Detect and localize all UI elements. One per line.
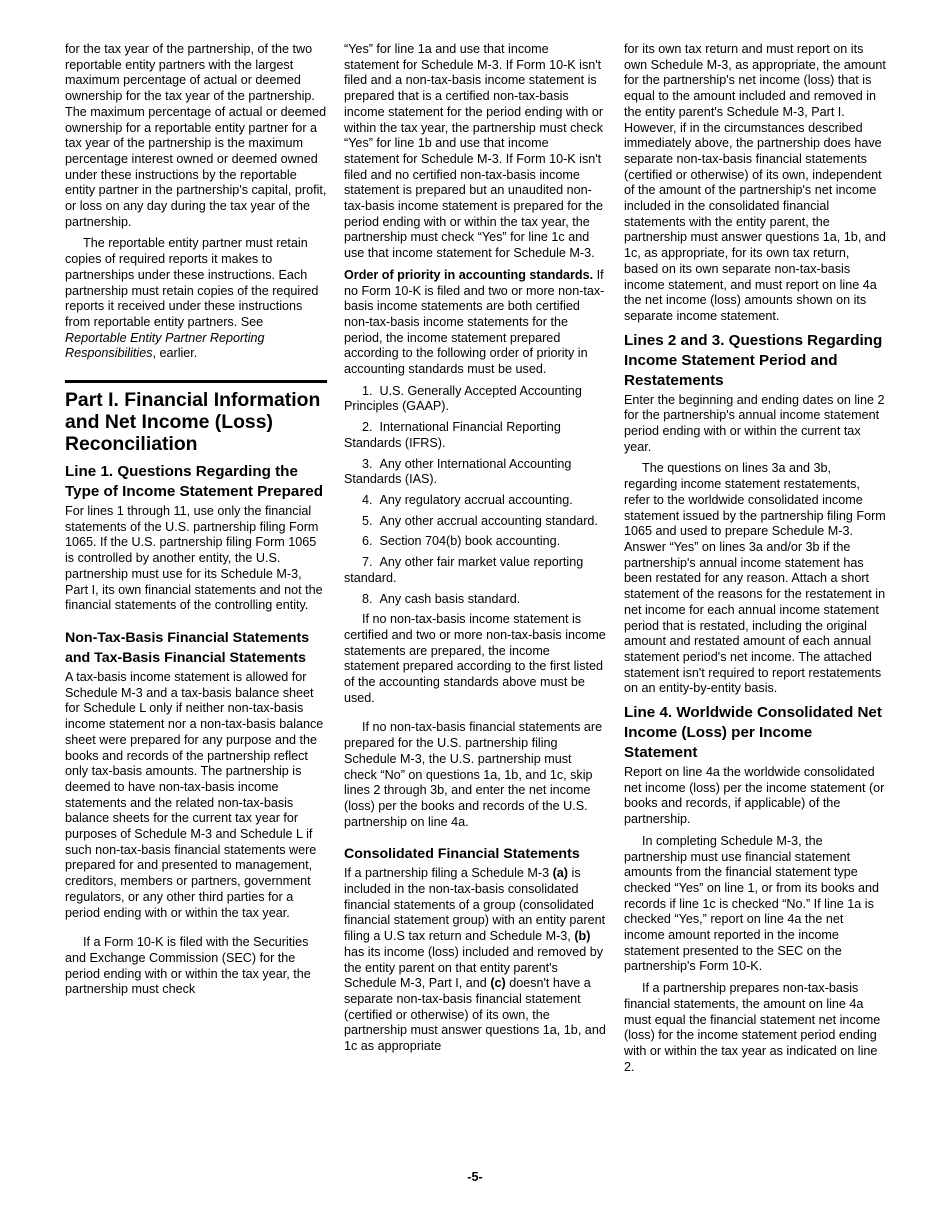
paragraph: For lines 1 through 11, use only the financial statements of the U.S. partnership filing Form 1065. If the U.S. partnership filing Form 1065 is controlled by another entity, the U.S. partnership must use for its Schedule M-3, Part I, its own financial statements and not the financial statements of the controlling entity. <box>65 504 323 613</box>
list-item: 5. Any other accrual accounting standard. <box>362 513 598 528</box>
list-item: 4. Any regulatory accrual accounting. <box>362 492 573 507</box>
list-item: 6. Section 704(b) book accounting. <box>362 534 561 549</box>
list-item: 7. Any other fair market value reporting standard. <box>344 555 584 585</box>
paragraph <box>344 866 606 1054</box>
column-right <box>624 42 886 1081</box>
paragraph <box>65 236 327 362</box>
list-item: 2. International Financial Reporting Standards (IFRS). <box>344 420 561 450</box>
paragraph: for the tax year of the partnership, of the two reportable entity partners with the largest maximum percentage of actual or deemed ownership for the tax year of the partnership. The maximum percentage of actual or deemed ownership for a reportable entity partner for a tax year of the partnership is the maximum percentage interest owned or deemed owned under these instructions by the reportable entity partner in the partnership's capital, profit, or loss on any day during the tax year of the partnership. <box>65 42 327 229</box>
paragraph: Enter the beginning and ending dates on line 2 for the partnership's annual income statement period ending with or within the current tax year. <box>624 392 885 454</box>
paragraph: Report on line 4a the worldwide consolidated net income (loss) per the income statement (or books and records, if applicable) of the partnership. <box>624 765 885 827</box>
list-item: 3. Any other International Accounting Standards (IAS). <box>344 456 572 487</box>
text-run: , earlier. <box>152 346 198 361</box>
paragraph: A tax-basis income statement is allowed for Schedule M-3 and a tax-basis balance sheet for Schedule L only if neither non-tax-basis income statement nor a non-tax-basis balance sheet were prepared for any purpose and the books and records of the partnership reflect only tax-basis amounts. The partnership is deemed to have non-tax-basis income statements and the related non-tax-basis balance sheets for the current tax year for purposes of Schedule M-3 and Schedule L if such non-tax-basis financial statements were prepared for and presented to management, creditors, members or partners, government regulators, or any other third parties for a period ending with or within the tax year. <box>65 669 324 920</box>
section-heading: Line 4. Worldwide Consolidated Net Income (Loss) per Income Statement <box>624 704 882 762</box>
text-run: The reportable entity partner must retain copies of required reports it makes to partnerships under these instructions. Each partnership must retain copies of the required reports it received under these instructions from reportable entity partners. See <box>65 236 319 329</box>
page-number: -5- <box>467 1170 483 1184</box>
cross-reference: Reportable Entity Partner Reporting Responsibilities <box>65 330 265 361</box>
text-run: is included in the non-tax-basis consolidated financial statements of a group (consolidated financial statement group) with an entity parent filing a U.S tax return and Schedule M-3, <box>344 866 606 944</box>
subsection-heading: Consolidated Financial Statements <box>344 846 580 863</box>
paragraph: If no non-tax-basis financial statements are prepared for the U.S. partnership filing Schedule M-3, the U.S. partnership must check “No” on questions 1a, 1b, and 1c, skip lines 2 through 3b, and enter the net income (loss) per the books and records of the U.S. partnership on line 4a. <box>344 720 603 829</box>
part-divider <box>65 380 327 383</box>
text-run: has its income (loss) included and removed by the entity parent on that entity parent's Schedule M-3, Part I, and <box>344 944 603 991</box>
list-item: 1. U.S. Generally Accepted Accounting Principles (GAAP). <box>344 383 582 414</box>
section-heading: Lines 2 and 3. Questions Regarding Income Statement Period and Restatements <box>624 331 883 389</box>
list-item: 8. Any cash basis standard. <box>362 591 521 606</box>
text-run: doesn't have a separate non-tax-basis financial statement (certified or otherwise) of its own, the partnership must answer questions 1a, 1b, and 1c as appropriate <box>344 976 606 1054</box>
list-marker: (b) <box>574 929 591 944</box>
list-marker: (c) <box>490 976 506 991</box>
paragraph: If a partnership prepares non-tax-basis financial statements, the amount on line 4a must equal the financial statement net income (loss) for the income statement period ending with or within the tax year as indicated on line 2. <box>624 981 881 1074</box>
paragraph: In completing Schedule M-3, the partnership must use financial statement amounts from the financial statement type checked “Yes” on line 1, or from its books and records if line 1c is checked “No.” If line 1a is checked “Yes,” report on line 4a the net income amount reported in the income statement presented to the SEC on the partnership's Form 10-K. <box>624 833 880 974</box>
section-heading: Line 1. Questions Regarding the Type of Income Statement Prepared <box>65 463 323 501</box>
paragraph: “Yes” for line 1a and use that income statement for Schedule M-3. If Form 10-K isn't filed and a non-tax-basis income statement is prepared that is a certified non-tax-basis income statement for the period ending with or within the tax year, the partnership must check “Yes” for line 1b and use that income statement for Schedule M-3. If Form 10-K isn't filed and no certified non-tax-basis income statement is prepared but an unaudited non-tax-basis income statement is prepared for the period ending with or within the tax year, the partnership must check “Yes” for line 1c and use that income statement for Schedule M-3. <box>344 42 604 261</box>
column-middle <box>344 42 606 1061</box>
paragraph: for its own tax return and must report on its own Schedule M-3, as appropriate, the amount for the partnership's net income (loss) that is equal to the amount included and removed in the entity parent's Schedule M-3, Part I. However, if in the circumstances described immediately above, the partnership does have separate non-tax-basis financial statements (certified or otherwise) of its own, independent of the amount of the partnership's net income included in the consolidated financial statements with the entity parent, the partnership must answer questions 1a, 1b, and 1c, as appropriate, for its own tax return, based on its own separate non-tax-basis income statement, and must report on line 4a the net income (loss) amounts shown on its separate income statement. <box>624 42 886 323</box>
paragraph: If no non-tax-basis income statement is certified and two or more non-tax-basis income statements are prepared, the income statement prepared according to the first listed of the accounting standards above must be used. <box>344 612 606 705</box>
paragraph <box>344 268 606 378</box>
paragraph: The questions on lines 3a and 3b, regarding income statement restatements, refer to the worldwide consolidated income statement issued by the partnership filing Form 1065 and used to prepare Schedule M-3. Answer “Yes” on lines 3a and/or 3b if the partnership's annual income statement has been restated for any reason. Attach a short statement of the reasons for the restatement in net income for each annual income statement period that is restated, including the original amount and restated amount of each annual statement period's net income. The attached statement isn't required to report restatements on an entity-by-entity basis. <box>624 461 886 696</box>
text-run: If no Form 10-K is filed and two or more non-tax-basis income statements are both certified non-tax-basis income statements for the period, the income statement prepared according to the following order of priority in accounting standards must be used. <box>344 267 605 377</box>
part-heading: Part I. Financial Information and Net Income (Loss) Reconciliation <box>65 389 321 456</box>
priority-list <box>344 384 606 607</box>
column-left <box>65 42 327 1004</box>
list-marker: (a) <box>552 866 569 881</box>
subsection-heading: Non-Tax-Basis Financial Statements and Tax-Basis Financial Statements <box>65 629 310 666</box>
text-run: If a partnership filing a Schedule M-3 <box>344 866 553 881</box>
run-in-heading: Order of priority in accounting standards. <box>344 267 594 282</box>
paragraph: If a Form 10-K is filed with the Securities and Exchange Commission (SEC) for the period ending with or within the tax year, the partnership must check <box>65 935 311 997</box>
